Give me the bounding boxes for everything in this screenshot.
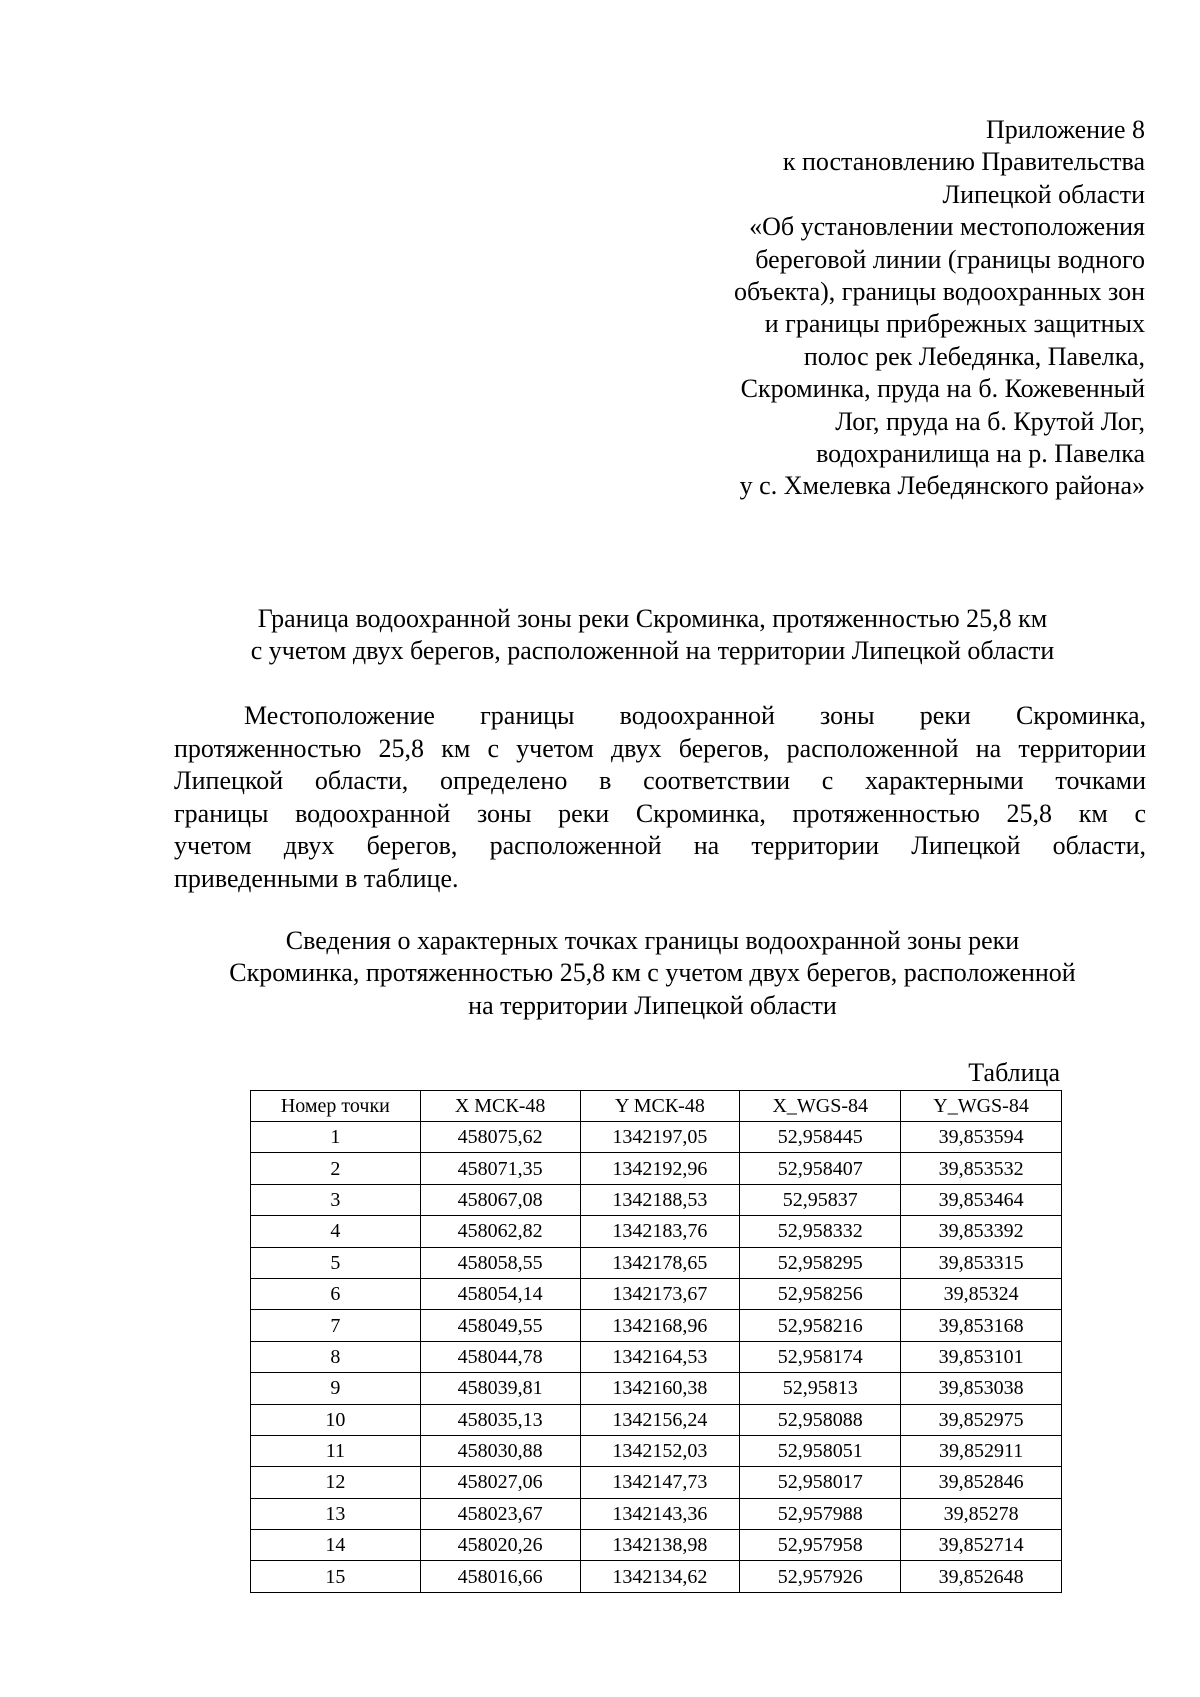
cell-x-msk: 458044,78 [420, 1341, 580, 1372]
cell-point-number: 12 [251, 1467, 421, 1498]
cell-x-msk: 458067,08 [420, 1184, 580, 1215]
cell-point-number: 9 [251, 1373, 421, 1404]
table-row [251, 1498, 1062, 1529]
cell-x-wgs: 52,95813 [740, 1373, 901, 1404]
appendix-line: «Об установлении местоположения [749, 212, 1145, 242]
cell-y-msk: 1342160,38 [580, 1373, 740, 1404]
cell-x-wgs: 52,958407 [740, 1153, 901, 1184]
cell-x-msk: 458054,14 [420, 1278, 580, 1309]
cell-x-msk: 458030,88 [420, 1435, 580, 1466]
appendix-line: Скроминка, пруда на б. Кожевенный [740, 374, 1145, 404]
paragraph-line: приведенными в таблице. [174, 863, 459, 893]
cell-point-number: 2 [251, 1153, 421, 1184]
cell-x-wgs: 52,958051 [740, 1435, 901, 1466]
header-point-number: Номер точки [251, 1091, 421, 1122]
table-label: Таблица [968, 1058, 1060, 1087]
appendix-line: к постановлению Правительства [782, 147, 1145, 177]
cell-x-wgs: 52,958216 [740, 1310, 901, 1341]
table-row [251, 1404, 1062, 1435]
cell-point-number: 15 [251, 1561, 421, 1592]
cell-y-msk: 1342147,73 [580, 1467, 740, 1498]
cell-point-number: 6 [251, 1278, 421, 1309]
cell-x-wgs: 52,958088 [740, 1404, 901, 1435]
cell-y-wgs: 39,852714 [901, 1530, 1062, 1561]
table-body [251, 1122, 1062, 1593]
paragraph-line: протяженностью 25,8 км с учетом двух берегов, расположенной на территории [174, 733, 1146, 763]
cell-y-wgs: 39,853594 [901, 1122, 1062, 1153]
header-x-wgs: X_WGS-84 [740, 1091, 901, 1122]
cell-x-wgs: 52,958295 [740, 1247, 901, 1278]
table-row [251, 1467, 1062, 1498]
cell-point-number: 1 [251, 1122, 421, 1153]
cell-point-number: 11 [251, 1435, 421, 1466]
cell-y-wgs: 39,853315 [901, 1247, 1062, 1278]
cell-x-msk: 458049,55 [420, 1310, 580, 1341]
table-row [251, 1216, 1062, 1247]
description-paragraph [174, 700, 1146, 895]
cell-x-wgs: 52,958174 [740, 1341, 901, 1372]
paragraph-line: учетом двух берегов, расположенной на территории Липецкой области, [174, 831, 1146, 860]
section-title-line: с учетом двух берегов, расположенной на территории Липецкой области [250, 636, 1055, 665]
cell-x-wgs: 52,958332 [740, 1216, 901, 1247]
cell-y-wgs: 39,853464 [901, 1184, 1062, 1215]
cell-y-wgs: 39,853532 [901, 1153, 1062, 1184]
header-y-msk: Y МСК-48 [580, 1091, 740, 1122]
cell-point-number: 8 [251, 1341, 421, 1372]
cell-y-wgs: 39,85324 [901, 1278, 1062, 1309]
section-title [160, 603, 1145, 667]
header-y-wgs: Y_WGS-84 [901, 1091, 1062, 1122]
appendix-line: и границы прибрежных защитных [764, 309, 1145, 339]
cell-y-msk: 1342178,65 [580, 1247, 740, 1278]
cell-y-msk: 1342197,05 [580, 1122, 740, 1153]
table-row [251, 1530, 1062, 1561]
cell-point-number: 3 [251, 1184, 421, 1215]
cell-x-wgs: 52,958445 [740, 1122, 901, 1153]
cell-y-msk: 1342173,67 [580, 1278, 740, 1309]
appendix-line: объекта), границы водоохранных зон [734, 277, 1145, 307]
appendix-line: Приложение 8 [985, 115, 1145, 144]
cell-point-number: 10 [251, 1404, 421, 1435]
appendix-line: у с. Хмелевка Лебедянского района» [739, 471, 1145, 501]
cell-x-msk: 458035,13 [420, 1404, 580, 1435]
cell-y-msk: 1342143,36 [580, 1498, 740, 1529]
table-title [160, 925, 1145, 1022]
table-row [251, 1341, 1062, 1372]
cell-y-msk: 1342164,53 [580, 1341, 740, 1372]
cell-y-wgs: 39,852975 [901, 1404, 1062, 1435]
cell-y-msk: 1342138,98 [580, 1530, 740, 1561]
table-row [251, 1184, 1062, 1215]
cell-y-wgs: 39,852911 [901, 1435, 1062, 1466]
cell-point-number: 7 [251, 1310, 421, 1341]
paragraph-line: Липецкой области, определено в соответствии с характерными точками [174, 766, 1146, 795]
cell-x-wgs: 52,957958 [740, 1530, 901, 1561]
cell-y-wgs: 39,852846 [901, 1467, 1062, 1498]
cell-x-wgs: 52,957988 [740, 1498, 901, 1529]
cell-x-msk: 458058,55 [420, 1247, 580, 1278]
cell-point-number: 13 [251, 1498, 421, 1529]
cell-point-number: 4 [251, 1216, 421, 1247]
cell-y-wgs: 39,853168 [901, 1310, 1062, 1341]
appendix-header [625, 114, 1145, 503]
cell-x-msk: 458075,62 [420, 1122, 580, 1153]
table-row [251, 1122, 1062, 1153]
cell-x-msk: 458016,66 [420, 1561, 580, 1592]
cell-point-number: 5 [251, 1247, 421, 1278]
table-row [251, 1435, 1062, 1466]
appendix-line: Липецкой области [942, 179, 1145, 209]
table-row [251, 1153, 1062, 1184]
appendix-line: полос рек Лебедянка, Павелка, [803, 341, 1145, 371]
paragraph-line: границы водоохранной зоны реки Скроминка, протяженностью 25,8 км с [174, 798, 1146, 828]
header-x-msk: X МСК-48 [420, 1091, 580, 1122]
table-title-line: на территории Липецкой области [468, 990, 837, 1020]
paragraph-line: Местоположение границы водоохранной зоны реки Скроминка, [244, 701, 1146, 730]
cell-x-wgs: 52,95837 [740, 1184, 901, 1215]
table-title-line: Скроминка, протяженностью 25,8 км с учетом двух берегов, расположенной [229, 958, 1076, 988]
cell-y-wgs: 39,852648 [901, 1561, 1062, 1592]
cell-x-msk: 458023,67 [420, 1498, 580, 1529]
cell-x-msk: 458027,06 [420, 1467, 580, 1498]
points-table [250, 1090, 1062, 1593]
cell-x-msk: 458062,82 [420, 1216, 580, 1247]
table-row [251, 1278, 1062, 1309]
cell-y-msk: 1342188,53 [580, 1184, 740, 1215]
appendix-line: Лог, пруда на б. Крутой Лог, [835, 406, 1145, 436]
cell-x-wgs: 52,957926 [740, 1561, 901, 1592]
table-row [251, 1561, 1062, 1592]
appendix-line: береговой линии (границы водного [755, 244, 1145, 274]
cell-y-msk: 1342152,03 [580, 1435, 740, 1466]
cell-y-msk: 1342156,24 [580, 1404, 740, 1435]
cell-x-msk: 458020,26 [420, 1530, 580, 1561]
cell-y-msk: 1342134,62 [580, 1561, 740, 1592]
cell-y-msk: 1342192,96 [580, 1153, 740, 1184]
cell-x-msk: 458039,81 [420, 1373, 580, 1404]
cell-x-wgs: 52,958256 [740, 1278, 901, 1309]
cell-y-msk: 1342183,76 [580, 1216, 740, 1247]
table-row [251, 1247, 1062, 1278]
appendix-line: водохранилища на р. Павелка [816, 439, 1145, 469]
section-title-line: Граница водоохранной зоны реки Скроминка, протяженностью 25,8 км [257, 604, 1048, 633]
cell-y-wgs: 39,853101 [901, 1341, 1062, 1372]
cell-y-wgs: 39,85278 [901, 1498, 1062, 1529]
cell-x-msk: 458071,35 [420, 1153, 580, 1184]
table-title-line: Сведения о характерных точках границы водоохранной зоны реки [285, 926, 1020, 955]
cell-point-number: 14 [251, 1530, 421, 1561]
cell-y-wgs: 39,853038 [901, 1373, 1062, 1404]
cell-y-msk: 1342168,96 [580, 1310, 740, 1341]
table-row [251, 1373, 1062, 1404]
cell-y-wgs: 39,853392 [901, 1216, 1062, 1247]
table-header-row [251, 1091, 1062, 1122]
table-row [251, 1310, 1062, 1341]
cell-x-wgs: 52,958017 [740, 1467, 901, 1498]
